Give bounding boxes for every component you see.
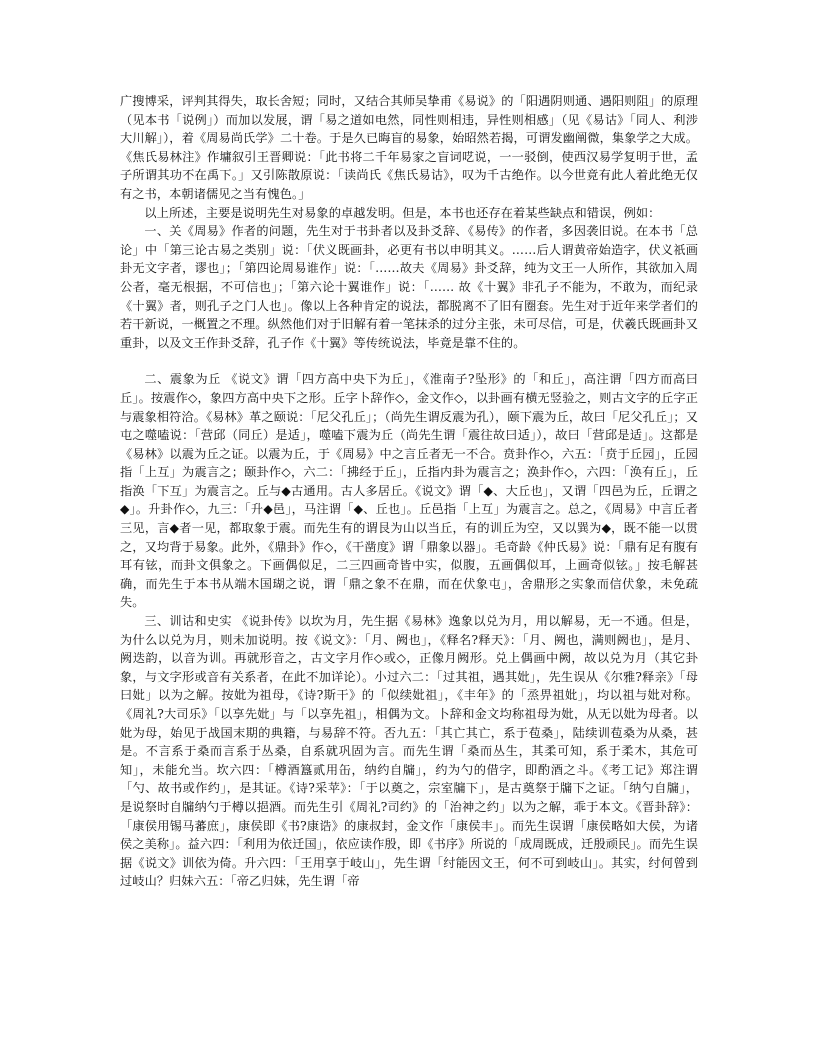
- paragraph-2: 以上所述，主要是说明先生对易象的卓越发明。但是，本书也还存在着某些缺点和错误，例如：: [144, 205, 661, 220]
- paragraph-4: 二、震象为丘 《说文》谓「四方高中央下为丘」，《淮南子?坠形》的「和丘」，高注谓「四方而高曰丘」。按震作◇，象四方高中央下之形。丘字卜辞作◇，金文作◇，以卦画有横无竖验之，则古文字的丘字正与震象相符洽。《易林》革之颐说：「尼父孔丘」；（尚先生谓反震为孔），颐下震为丘，故曰「尼父孔丘」；又屯之噬嗑说：「营邱（同丘）是适」，噬嗑下震为丘（尚先生谓「震往故曰适」），故曰「营邱是适」。这都是《易林》以震为丘之证。以震为丘，于《周易》中之言丘者无一不合。贲卦作◇，六五：「贲于丘园」，丘园指「上互」为震言之；颐卦作◇，六二：「拂经于丘」，丘指内卦为震言之；涣卦作◇，六四：「涣有丘」，丘指涣「下互」为震言之。丘与◆古通用。古人多居丘。《说文》谓「◆、大丘也」，又谓「四邑为丘，丘谓之◆」。升卦作◇，九三：「升◆邑」，马注谓「◆、丘也」。丘邑指「上互」为震言之。总之，《周易》中言丘者三见，言◆者一见，都取象于震。而先生有的谓艮为山以当丘，有的训丘为空，又以巽为◆，既不能一以贯之，又均背于易象。此外，《鼎卦》作◇，《干凿度》谓「鼎象以器」。毛奇龄《仲氏易》说：「鼎有足有腹有耳有铉，而卦文俱象之。下画偶似足，二三四画奇皆中实，似腹，五画偶似耳，上画奇似铉。」按毛解甚确，而先生于本书从端木国瑚之说，谓「鼎之象不在鼎，而在伏象屯」，舍鼎形之实象而信伏象，未免疏失。: [120, 372, 698, 610]
- paragraph-5: 三、训诂和史实 《说卦传》以坎为月，先生据《易林》逸象以兑为月，用以解易，无一不通。但是，为什么以兑为月，则未加说明。按《说文》：「月、阙也」，《释名?释天》：「月、阙也，满则阙也」，是月、阙迭韵，以音为训。再就形音之，古文字月作◇或◇，正像月阙形。兑上偶画中阙，故以兑为月（其它卦象，与文字形或音有关系者，在此不加详论）。小过六二：「过其祖，遇其妣」，先生误从《尔雅?释亲》「母曰妣」以为之解。按妣为祖母，《诗?斯干》的「似续妣祖」，《丰年》的「烝畀祖妣」，均以祖与妣对称。《周礼?大司乐》「以享先妣」与「以享先祖」，相偶为文。卜辞和金文均称祖母为妣，从无以妣为母者。以妣为母，始见于战国末期的典籍，与易辞不符。否九五：「其亡其亡，系于苞桑」，陆续训苞桑为从桑，甚是。不言系于桑而言系于丛桑，自系就巩固为言。而先生谓「桑而丛生，其柔可知，系于柔木，其危可知」，未能允当。坎六四：「樽酒簋贰用缶，纳约自牖」，约为勺的借字，即酌酒之斗。《考工记》郑注谓「勺、故书或作约」，是其证。《诗?采苹》：「于以奠之，宗室牖下」，是古奠祭于牖下之证。「纳勺自牖」，是说祭时自牖纳勺于樽以挹酒。而先生引《周礼?司约》的「治神之约」以为之解，乖于本文。《晋卦辞》：「康侯用锡马蕃庶」，康侯即《书?康诰》的康叔封，金文作「康侯丰」。而先生误谓「康侯略如大侯，为诸侯之美称」。益六四：「利用为依迁国」，依应读作殷，即《书序》所说的「成周既成，迁殷顽民」。而先生误据《说文》训依为倚。升六四：「王用享于岐山」，先生谓「纣能因文王，何不可到岐山」。其实，纣何曾到过岐山？归妹六五：「帝乙归妹，先生谓「帝: [120, 614, 698, 889]
- paragraph-1: 广搜博采，评判其得失，取长舍短；同时，又结合其师吴挚甫《易说》的「阳遇阴则通、遇阳则阻」的原理（见本书「说例」）而加以发展，谓「易之道如电然，同性则相违，异性则相感」（见《易诂》「同人、利涉大川解」），着《周易尚氏学》二十卷。于是久已晦盲的易象，始昭然若揭，可谓发幽阐微，集象学之大成。《焦氏易林注》作墉叙引王晋卿说：「此书将二千年易家之盲词呓说，一一驳倒，使西汉易学复明于世，孟子所谓其功不在禹下。」又引陈散原说：「读尚氏《焦氏易诂》，叹为千古绝作。以今世竟有此人着此绝无仅有之书，本朝诸儒见之当有愧色。」: [120, 94, 698, 201]
- paragraph-gap: [120, 352, 698, 370]
- paragraph-3: 一、关《周易》作者的问题，先生对于书卦者以及卦爻辞、《易传》的作者，多因袭旧说。在本书「总论」中「第三论古易之类别」说：「伏义既画卦，必更有书以申明其义。……后人谓黄帝始造字，伏义祇画卦无文字者，谬也」；「第四论周易谁作」说：「……故夫《周易》卦爻辞，纯为文王一人所作，其欲加入周公者，毫无根据，不可信也」；「第六论十翼谁作」说：「…… 故《十翼》非孔子不能为，不敢为，而纪录《十翼》者，则孔子之门人也」。像以上各种肯定的说法，都脱离不了旧有圈套。先生对于近年来学者们的若干新说，一概置之不理。纵然他们对于旧解有着一笔抹杀的过分主张，未可尽信，可是，伏羲氏既画卦又重卦，以及文王作卦爻辞，孔子作《十翼》等传统说法，毕竟是靠不住的。: [120, 224, 698, 350]
- document-page: [120, 92, 698, 891]
